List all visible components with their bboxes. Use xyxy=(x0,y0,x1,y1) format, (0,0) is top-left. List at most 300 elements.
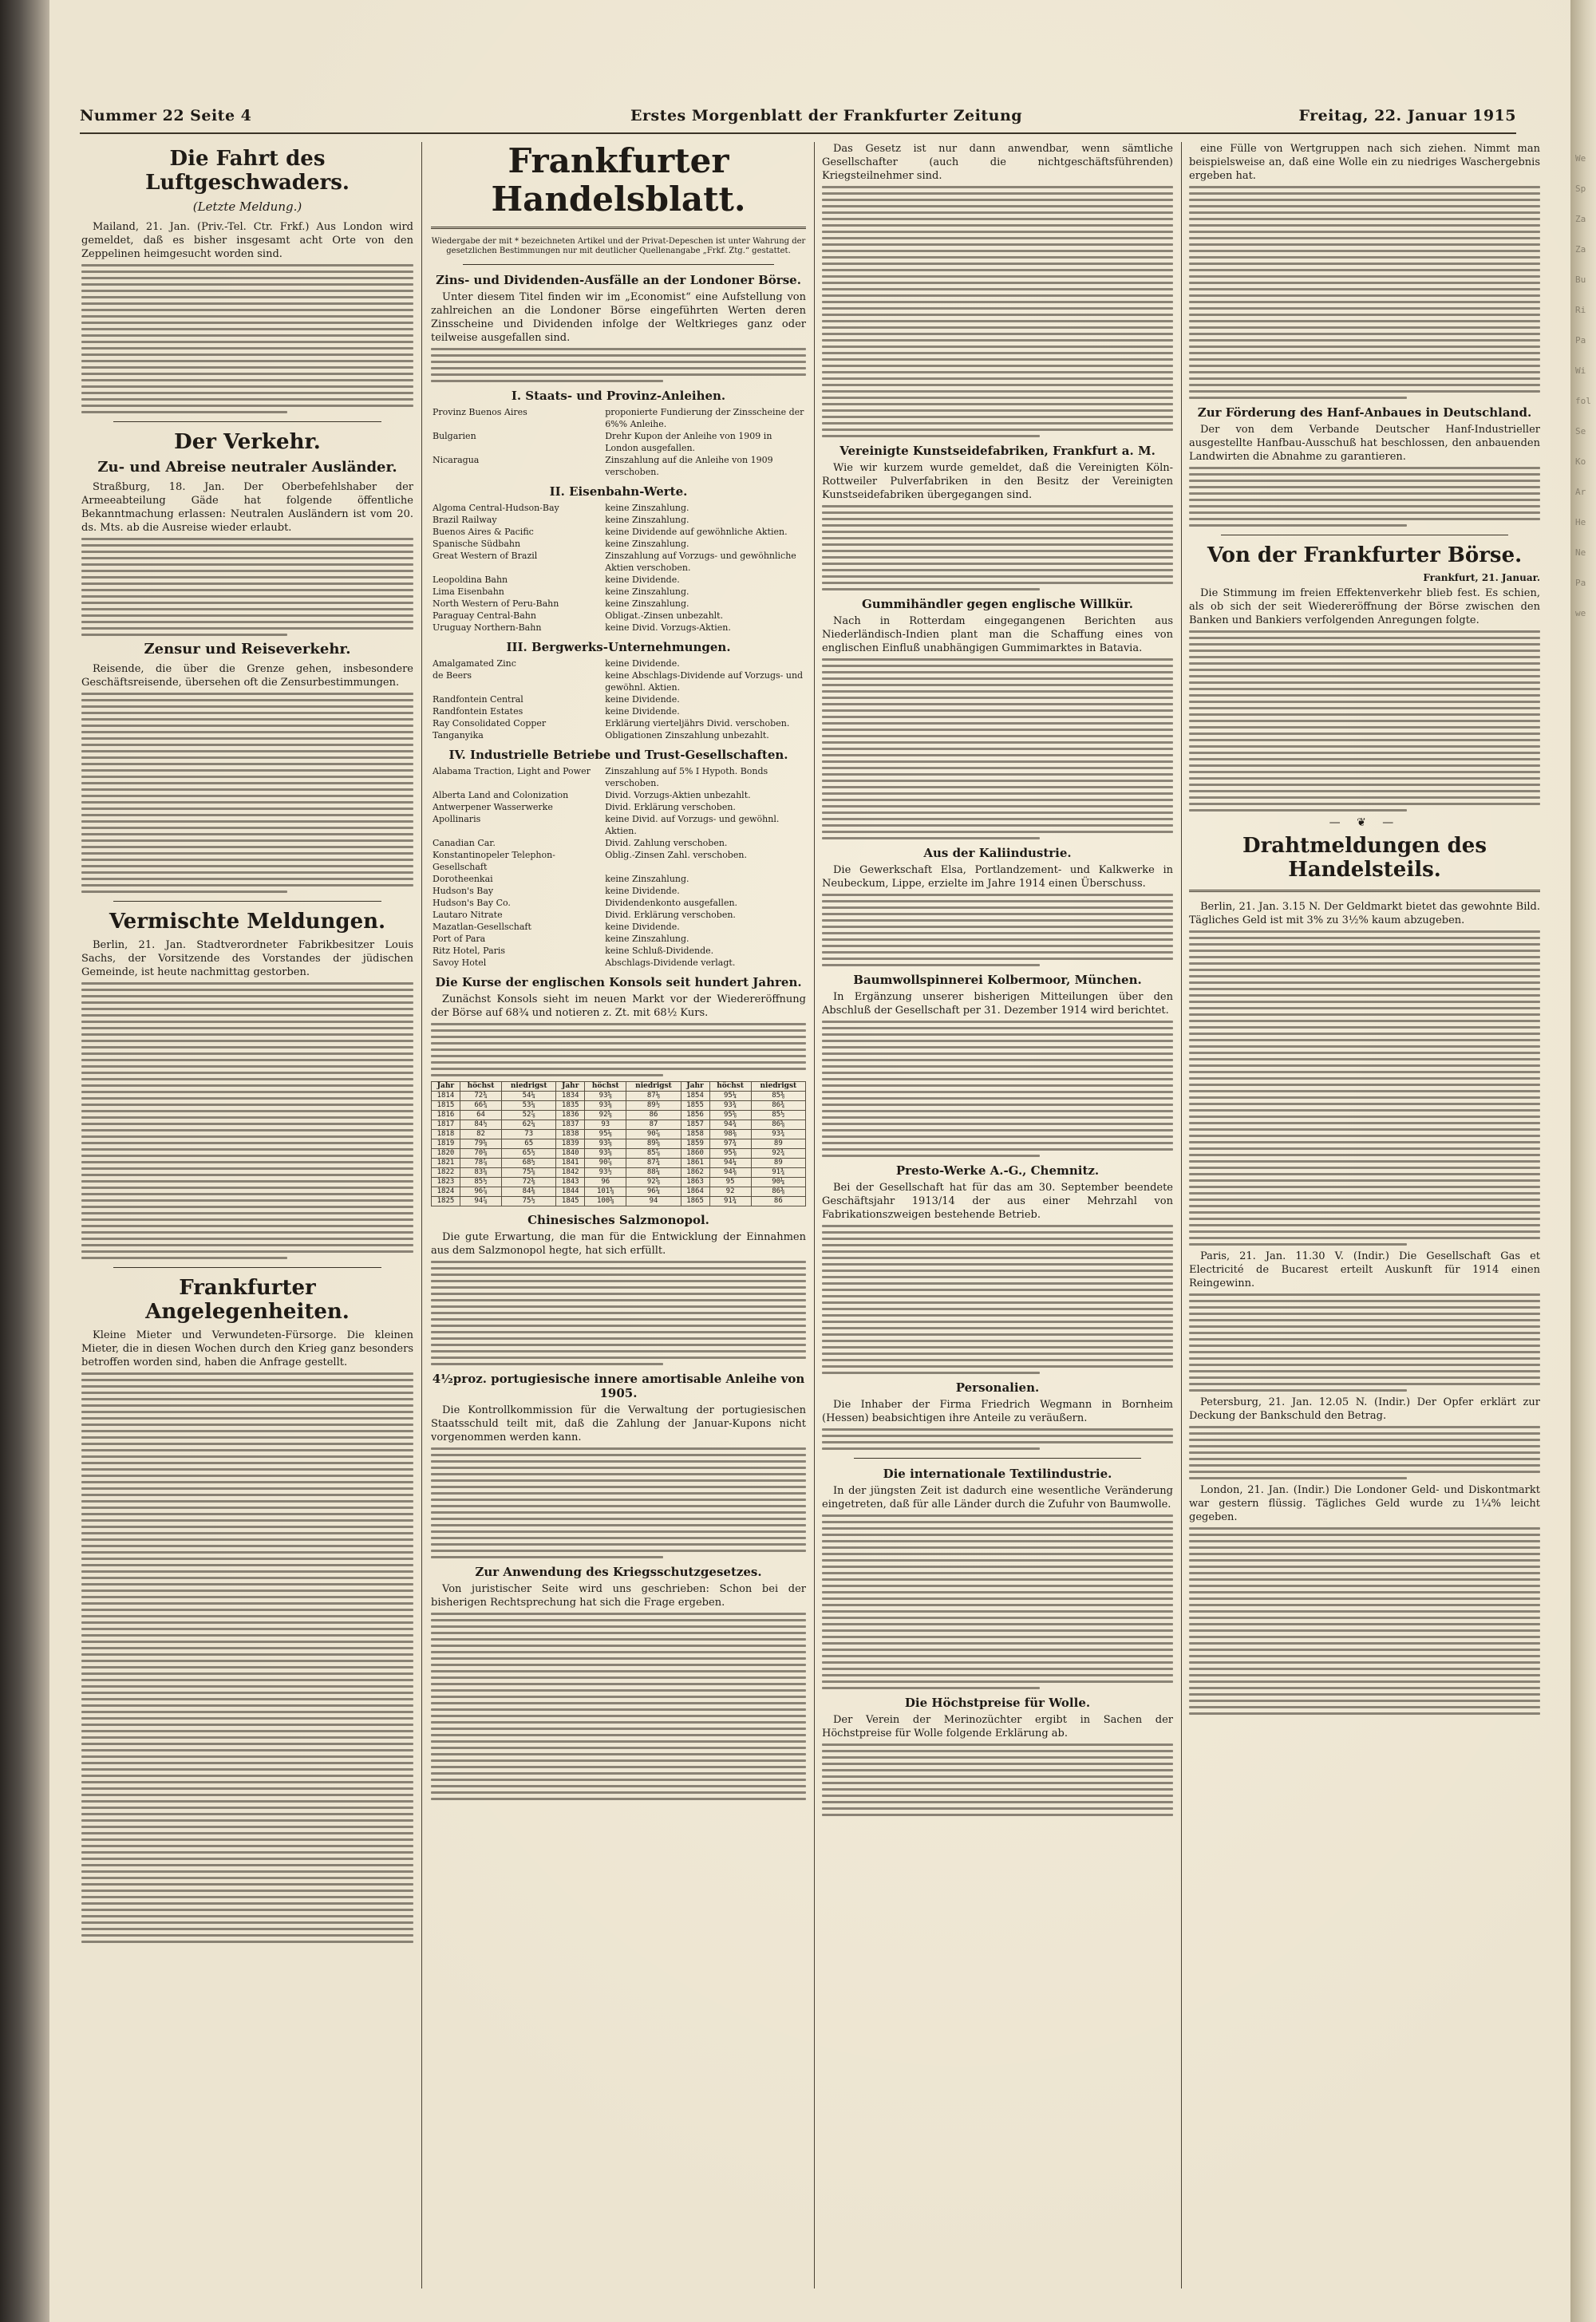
table-cell: 1837 xyxy=(556,1120,585,1130)
article-title: Frankfurter Angelegenheiten. xyxy=(145,1276,350,1324)
article-body xyxy=(822,1743,1173,1816)
list-row xyxy=(431,933,806,945)
next-page-edge xyxy=(1570,0,1596,2322)
article-title: Aus der Kaliindustrie. xyxy=(923,846,1072,860)
list-row xyxy=(431,849,806,873)
list-row xyxy=(431,909,806,921)
article-lead: Nach in Rotterdam eingegangenen Berichten aus Niederländisch-Indien plant man die Schaffung eines von englischen Einfluß unabhängigen Gummimarktes in Batavia. xyxy=(822,615,1173,654)
article-lead: Die gute Erwartung, die man für die Entwicklung der Einnahmen aus dem Salzmonopol hegte, hat sich erfüllt. xyxy=(431,1231,806,1257)
article-lead: Berlin, 21. Jan. Stadtverordneter Fabrikbesitzer Louis Sachs, der Vorsitzende des Vorstandes der jüdischen Gemeinde, ist heute nachmittag gestorben. xyxy=(81,939,413,978)
list-row xyxy=(431,921,806,933)
article-title: 4½proz. portugiesische innere amortisable Anleihe von 1905. xyxy=(432,1372,805,1400)
article-lead: Von juristischer Seite wird uns geschrieben: Schon bei der bisherigen Rechtsprechung hat sich die Frage ergeben. xyxy=(431,1583,806,1609)
table-row xyxy=(432,1120,806,1130)
table-cell: 86⅝ xyxy=(751,1120,805,1130)
table-header-cell: höchst xyxy=(460,1082,501,1092)
article-body xyxy=(431,1023,806,1076)
table-cell: 95⅛ xyxy=(585,1130,626,1139)
article-subhead: Zensur und Reiseverkehr. xyxy=(144,641,351,658)
table-cell: 1818 xyxy=(432,1130,460,1139)
next-page-fragment: Ne xyxy=(1575,547,1586,558)
list-item-note: Divid. Vorzugs-Aktien unbezahlt. xyxy=(605,790,751,800)
dateline: Frankfurt, 21. Januar. xyxy=(1423,572,1540,583)
list-item-note: keine Dividende. xyxy=(605,922,680,932)
article-lead: Unter diesem Titel finden wir im „Economist“ eine Aufstellung von zahlreichen an die Londoner Börse eingeführten Werten deren Zinsscheine und Dividenden infolge der Weltkrieges ganz oder teilweise ausgefallen sind. xyxy=(431,291,806,344)
article-body xyxy=(822,1514,1173,1689)
table-cell: 1862 xyxy=(681,1168,709,1178)
list-item-note: keine Dividende. xyxy=(605,694,680,705)
table-cell: 94¼ xyxy=(709,1159,751,1168)
table-cell: 90⅞ xyxy=(585,1159,626,1168)
list-row xyxy=(431,765,806,789)
table-cell: 83⅝ xyxy=(460,1168,501,1178)
table-cell: 92⅝ xyxy=(585,1111,626,1120)
table-cell: 94¾ xyxy=(709,1120,751,1130)
list-section-heading: II. Eisenbahn-Werte. xyxy=(549,484,688,499)
table-cell: 82 xyxy=(460,1130,501,1139)
article-body xyxy=(822,1225,1173,1374)
dividend-failures-list xyxy=(431,389,806,969)
list-item-name: Alabama Traction, Light and Power xyxy=(433,766,591,776)
table-header-cell: höchst xyxy=(709,1082,751,1092)
article-lead: Bei der Gesellschaft hat für das am 30. September beendete Geschäftsjahr 1913/14 der aus einer Mehrzahl von Fabrikationszweigen bestehende Betrieb. xyxy=(822,1182,1173,1221)
separator xyxy=(431,227,806,229)
article-lead: In der jüngsten Zeit ist dadurch eine wesentliche Veränderung eingetreten, daß für alle Länder durch die Zufuhr von Baumwolle. xyxy=(822,1485,1173,1510)
table-cell: 1863 xyxy=(681,1178,709,1187)
table-row xyxy=(432,1159,806,1168)
article-body xyxy=(81,982,413,1259)
table-cell: 100⅝ xyxy=(585,1197,626,1206)
table-cell: 62¼ xyxy=(502,1120,556,1130)
article-body xyxy=(81,538,413,636)
list-item-name: Uruguay Northern-Bahn xyxy=(433,622,542,633)
list-row xyxy=(431,837,806,849)
table-row xyxy=(432,1101,806,1111)
article-title: Presto-Werke A.-G., Chemnitz. xyxy=(895,1163,1100,1178)
table-cell: 1824 xyxy=(432,1187,460,1197)
table-cell: 89 xyxy=(751,1139,805,1149)
table-cell: 87¾ xyxy=(626,1159,681,1168)
table-cell: 1822 xyxy=(432,1168,460,1178)
list-item-name: Apollinaris xyxy=(433,814,481,824)
article-body xyxy=(822,1021,1173,1157)
table-header-cell: niedrigst xyxy=(626,1082,681,1092)
table-cell: 65 xyxy=(502,1139,556,1149)
table-cell: 1861 xyxy=(681,1159,709,1168)
list-row xyxy=(431,789,806,801)
table-cell: 1823 xyxy=(432,1178,460,1187)
list-item-note: keine Divid. auf Vorzugs- und gewöhnl. Aktien. xyxy=(605,814,780,836)
list-item-note: keine Zinszahlung. xyxy=(605,934,689,944)
table-cell: 91¾ xyxy=(751,1168,805,1178)
next-page-fragment: We xyxy=(1575,153,1586,164)
table-cell: 1819 xyxy=(432,1139,460,1149)
article-lead: Reisende, die über die Grenze gehen, insbesondere Geschäftsreisende, übersehen oft die Zensurbestimmungen. xyxy=(81,663,413,689)
list-item-name: Hudson's Bay Co. xyxy=(433,898,511,908)
page-header xyxy=(80,104,1516,134)
table-cell: 87 xyxy=(626,1120,681,1130)
table-cell: 78⅞ xyxy=(460,1159,501,1168)
table-cell: 66¾ xyxy=(460,1101,501,1111)
article-title: Zur Anwendung des Kriegsschutzgesetzes. xyxy=(475,1565,762,1579)
table-cell: 1834 xyxy=(556,1092,585,1101)
table-cell: 86⅜ xyxy=(751,1187,805,1197)
table-cell: 93⅜ xyxy=(585,1101,626,1111)
list-item-note: keine Zinszahlung. xyxy=(605,874,689,884)
table-header-cell: niedrigst xyxy=(751,1082,805,1092)
table-cell: 92⅝ xyxy=(626,1178,681,1187)
table-cell: 1857 xyxy=(681,1120,709,1130)
article-lead: Straßburg, 18. Jan. Der Oberbefehlshaber der Armeeabteilung Gäde hat folgende öffentliche Bekanntmachung erlassen: Neutralen Ausländern ist vom 20. ds. Mts. ab die Ausreise wieder erlaubt. xyxy=(81,481,413,534)
masthead: Erstes Morgenblatt der Frankfurter Zeitung xyxy=(630,107,1023,124)
list-item-name: Hudson's Bay xyxy=(433,886,494,896)
list-item-name: de Beers xyxy=(433,670,472,681)
list-item-note: keine Zinszahlung. xyxy=(605,539,689,549)
list-item-name: Alberta Land and Colonization xyxy=(433,790,569,800)
table-row xyxy=(432,1197,806,1206)
article-body xyxy=(1189,1527,1540,1715)
list-item-note: Zinszahlung auf Vorzugs- und gewöhnliche Aktien verschoben. xyxy=(605,551,796,573)
table-cell: 94 xyxy=(626,1197,681,1206)
article-lead: Paris, 21. Jan. 11.30 V. (Indir.) Die Gesellschaft Gas et Electricité de Bucarest erteilt Auskunft für 1914 einen Reingewinn. xyxy=(1189,1250,1540,1289)
list-item-note: keine Dividende. xyxy=(605,886,680,896)
table-row xyxy=(432,1139,806,1149)
book-binding xyxy=(0,0,49,2322)
table-cell: 1816 xyxy=(432,1111,460,1120)
list-item-name: Ritz Hotel, Paris xyxy=(433,946,506,956)
list-item-name: Bulgarien xyxy=(433,431,476,441)
table-cell: 94⅞ xyxy=(460,1197,501,1206)
table-cell: 75⅝ xyxy=(502,1168,556,1178)
article-title: Die Kurse der englischen Konsols seit hundert Jahren. xyxy=(435,975,802,989)
list-row xyxy=(431,622,806,634)
next-page-fragment: Pa xyxy=(1575,335,1586,346)
article-lead: Der Verein der Merinozüchter ergibt in Sachen der Höchstpreise für Wolle folgende Erklärung ab. xyxy=(822,1714,1173,1740)
table-header-cell: niedrigst xyxy=(502,1082,556,1092)
list-item-note: keine Zinszahlung. xyxy=(605,503,689,513)
list-item-note: Divid. Erklärung verschoben. xyxy=(605,802,736,812)
table-cell: 1858 xyxy=(681,1130,709,1139)
table-row xyxy=(432,1149,806,1159)
article-lead: Die Kontrollkommission für die Verwaltung der portugiesischen Staatsschuld teilt mit, daß die Zahlung der Januar-Kupons nicht vorgenommen werden kann. xyxy=(431,1404,806,1443)
article-body xyxy=(822,658,1173,839)
list-row xyxy=(431,885,806,897)
table-cell: 1844 xyxy=(556,1187,585,1197)
table-cell: 86¾ xyxy=(751,1101,805,1111)
table-cell: 1843 xyxy=(556,1178,585,1187)
next-page-fragment: Pa xyxy=(1575,578,1586,588)
list-row xyxy=(431,873,806,885)
list-item-name: Randfontein Estates xyxy=(433,706,523,717)
article-lead: Der von dem Verbande Deutscher Hanf-Industrieller ausgestellte Hanfbau-Ausschuß hat beschlossen, den anbauenden Landwirten die Abnahme zu garantieren. xyxy=(1189,424,1540,463)
table-cell: 1839 xyxy=(556,1139,585,1149)
column-rule xyxy=(814,142,815,2288)
table-cell: 70⅝ xyxy=(460,1149,501,1159)
list-item-note: Divid. Zahlung verschoben. xyxy=(605,838,728,848)
list-row xyxy=(431,693,806,705)
article-body xyxy=(1189,1426,1540,1479)
column-rule xyxy=(1181,142,1182,2288)
list-item-note: Zinszahlung auf 5% I Hypoth. Bonds verschoben. xyxy=(605,766,768,788)
list-item-note: Erklärung vierteljährs Divid. verschoben. xyxy=(605,718,790,729)
list-row xyxy=(431,406,806,430)
list-item-note: keine Dividende. xyxy=(605,658,680,669)
table-cell: 72⅜ xyxy=(502,1178,556,1187)
table-cell: 1821 xyxy=(432,1159,460,1168)
list-row xyxy=(431,658,806,669)
list-item-note: keine Abschlags-Dividende auf Vorzugs- und gewöhnl. Aktien. xyxy=(605,670,804,693)
table-row xyxy=(432,1187,806,1197)
list-item-name: Canadian Car. xyxy=(433,838,496,848)
table-cell: 89 xyxy=(751,1159,805,1168)
article-lead: Berlin, 21. Jan. 3.15 N. Der Geldmarkt bietet das gewohnte Bild. Tägliches Geld ist mit 3% zu 3½% kaum abzugeben. xyxy=(1189,901,1540,926)
list-item-note: Obligationen Zinszahlung unbezahlt. xyxy=(605,730,769,740)
list-item-note: Drehr Kupon der Anleihe von 1909 in London ausgefallen. xyxy=(605,431,772,453)
table-cell: 79⅝ xyxy=(460,1139,501,1149)
article-title: Vermischte Meldungen. xyxy=(109,910,386,934)
table-cell: 93⅝ xyxy=(585,1149,626,1159)
article-body xyxy=(431,1261,806,1365)
article-body xyxy=(1189,630,1540,812)
table-cell: 98⅜ xyxy=(709,1130,751,1139)
separator xyxy=(463,264,774,265)
column-3 xyxy=(822,142,1173,2288)
table-cell: 93¾ xyxy=(751,1130,805,1139)
list-row xyxy=(431,502,806,514)
separator xyxy=(854,1458,1141,1459)
table-header-cell: höchst xyxy=(585,1082,626,1092)
separator xyxy=(113,1267,381,1268)
list-item-name: Spanische Südbahn xyxy=(433,539,521,549)
table-cell: 96¼ xyxy=(626,1187,681,1197)
article-body xyxy=(431,1447,806,1558)
table-cell: 89⅝ xyxy=(626,1139,681,1149)
ornament-separator: — ❦ — xyxy=(1329,816,1400,829)
article-title: Gummihändler gegen englische Willkür. xyxy=(861,597,1134,611)
list-table xyxy=(431,765,806,969)
list-item-note: keine Zinszahlung. xyxy=(605,598,689,609)
list-row xyxy=(431,550,806,574)
table-cell: 1855 xyxy=(681,1101,709,1111)
list-section-heading: IV. Industrielle Betriebe und Trust-Gesellschaften. xyxy=(448,748,788,762)
list-item-note: Abschlags-Dividende verlagt. xyxy=(605,958,736,968)
list-row xyxy=(431,897,806,909)
next-page-fragment: Se xyxy=(1575,426,1586,436)
table-cell: 93⅝ xyxy=(585,1092,626,1101)
next-page-fragment: Wi xyxy=(1575,365,1586,376)
article-lead: Die Stimmung im freien Effektenverkehr blieb fest. Es schien, als ob sich der seit Wiedereröffnung der Börse zwischen den Banken und Bankiers verfolgenden Anregungen folgte. xyxy=(1189,587,1540,626)
list-row xyxy=(431,801,806,813)
list-item-name: North Western of Peru-Bahn xyxy=(433,598,559,609)
separator xyxy=(113,421,381,422)
list-item-name: Buenos Aires & Pacific xyxy=(433,527,534,537)
article-body xyxy=(822,894,1173,966)
list-section-heading: III. Bergwerks-Unternehmungen. xyxy=(506,640,731,654)
list-item-note: Oblig.-Zinsen Zahl. verschoben. xyxy=(605,850,747,860)
table-cell: 65½ xyxy=(502,1149,556,1159)
table-cell: 1815 xyxy=(432,1101,460,1111)
column-4 xyxy=(1189,142,1540,2288)
list-item-name: Leopoldina Bahn xyxy=(433,575,508,585)
table-cell: 1865 xyxy=(681,1197,709,1206)
article-lead: Mailand, 21. Jan. (Priv.-Tel. Ctr. Frkf.) Aus London wird gemeldet, daß es bisher insgesamt acht Orte von den Zeppelinen heimgesucht worden sind. xyxy=(81,221,413,260)
article-lead: London, 21. Jan. (Indir.) Die Londoner Geld- und Diskontmarkt war gestern flüssig. Tägliches Geld wurde zu 1¼% leicht gegeben. xyxy=(1189,1484,1540,1523)
table-row xyxy=(432,1111,806,1120)
table-cell: 92 xyxy=(709,1187,751,1197)
article-title: Die Fahrt des Luftgeschwaders. xyxy=(145,147,350,195)
article-body xyxy=(1189,930,1540,1246)
list-item-name: Savoy Hotel xyxy=(433,958,487,968)
next-page-fragment: we xyxy=(1575,608,1586,618)
table-cell: 93½ xyxy=(585,1168,626,1178)
list-row xyxy=(431,586,806,598)
table-cell: 85⅜ xyxy=(751,1092,805,1101)
table-cell: 95¼ xyxy=(709,1092,751,1101)
table-cell: 87⅛ xyxy=(626,1092,681,1101)
list-row xyxy=(431,945,806,957)
table-cell: 101⅝ xyxy=(585,1187,626,1197)
table-row xyxy=(432,1092,806,1101)
list-item-name: Great Western of Brazil xyxy=(433,551,538,561)
article-subtitle: (Letzte Meldung.) xyxy=(192,199,302,214)
list-item-name: Randfontein Central xyxy=(433,694,523,705)
issue-date: Freitag, 22. Januar 1915 xyxy=(1298,107,1516,124)
article-body xyxy=(431,1613,806,1800)
list-row xyxy=(431,526,806,538)
table-cell: 93⅝ xyxy=(585,1139,626,1149)
table-row xyxy=(432,1178,806,1187)
table-cell: 85⅞ xyxy=(626,1149,681,1159)
page-number: Nummer 22 Seite 4 xyxy=(80,107,252,124)
table-row xyxy=(432,1130,806,1139)
table-cell: 89½ xyxy=(626,1101,681,1111)
list-row xyxy=(431,514,806,526)
article-title: Drahtmeldungen des Handelsteils. xyxy=(1242,834,1487,882)
next-page-fragment: Ri xyxy=(1575,305,1586,315)
list-item-note: keine Schluß-Dividende. xyxy=(605,946,714,956)
list-row xyxy=(431,610,806,622)
list-item-note: keine Divid. Vorzugs-Aktien. xyxy=(605,622,731,633)
table-cell: 93¾ xyxy=(709,1101,751,1111)
table-cell: 1838 xyxy=(556,1130,585,1139)
table-cell: 1840 xyxy=(556,1149,585,1159)
list-row xyxy=(431,454,806,478)
article-title: Der Verkehr. xyxy=(174,430,321,454)
article-body xyxy=(81,693,413,893)
list-item-note: proponierte Fundierung der Zinsscheine der 6%% Anleihe. xyxy=(605,407,804,429)
table-cell: 86 xyxy=(751,1197,805,1206)
list-row xyxy=(431,538,806,550)
list-item-name: Nicaragua xyxy=(433,455,480,465)
article-title: Zur Förderung des Hanf-Anbaues in Deutschland. xyxy=(1197,405,1532,420)
table-cell: 1860 xyxy=(681,1149,709,1159)
list-item-note: keine Dividende. xyxy=(605,575,680,585)
table-cell: 72¾ xyxy=(460,1092,501,1101)
table-row xyxy=(432,1168,806,1178)
table-cell: 95⅜ xyxy=(709,1149,751,1159)
list-item-note: keine Zinszahlung. xyxy=(605,586,689,597)
list-item-name: Lautaro Nitrate xyxy=(433,910,503,920)
list-row xyxy=(431,717,806,729)
list-table xyxy=(431,406,806,478)
list-table xyxy=(431,658,806,741)
next-page-fragment: fol xyxy=(1575,396,1591,406)
table-cell: 96 xyxy=(585,1178,626,1187)
article-title: Vereinigte Kunstseidefabriken, Frankfurt a. M. xyxy=(839,444,1156,458)
table-cell: 52⅞ xyxy=(502,1111,556,1120)
article-body xyxy=(431,348,806,382)
table-cell: 73 xyxy=(502,1130,556,1139)
list-item-name: Amalgamated Zinc xyxy=(433,658,516,669)
article-lead: Das Gesetz ist nur dann anwendbar, wenn sämtliche Gesellschafter (auch die nichtgeschäftsführenden) Kriegsteilnehmer sind. xyxy=(822,143,1173,182)
table-cell: 75½ xyxy=(502,1197,556,1206)
table-cell: 1859 xyxy=(681,1139,709,1149)
article-subhead: Zu- und Abreise neutraler Ausländer. xyxy=(97,459,397,476)
list-row xyxy=(431,957,806,969)
article-body xyxy=(81,1372,413,1943)
article-title: Zins- und Dividenden-Ausfälle an der Londoner Börse. xyxy=(436,273,801,287)
article-body xyxy=(1189,467,1540,527)
table-cell: 91¾ xyxy=(709,1197,751,1206)
list-item-note: keine Dividende auf gewöhnliche Aktien. xyxy=(605,527,788,537)
separator xyxy=(1189,890,1540,892)
next-page-text xyxy=(1575,144,1591,629)
table-cell: 86 xyxy=(626,1111,681,1120)
table-cell: 90⅞ xyxy=(626,1130,681,1139)
table-cell: 1825 xyxy=(432,1197,460,1206)
list-row xyxy=(431,705,806,717)
next-page-fragment: Ar xyxy=(1575,487,1586,497)
table-cell: 1836 xyxy=(556,1111,585,1120)
list-item-name: Konstantinopeler Telephon-Gesellschaft xyxy=(433,850,555,872)
article-body xyxy=(822,186,1173,437)
list-item-note: Obligat.-Zinsen unbezahlt. xyxy=(605,610,724,621)
list-item-name: Algoma Central-Hudson-Bay xyxy=(433,503,559,513)
next-page-fragment: He xyxy=(1575,517,1586,527)
article-body xyxy=(81,264,413,413)
list-row xyxy=(431,813,806,837)
column-rule xyxy=(421,142,422,2288)
list-item-note: Zinszahlung auf die Anleihe von 1909 verschoben. xyxy=(605,455,773,477)
list-item-name: Paraguay Central-Bahn xyxy=(433,610,536,621)
reprint-notice: Wiedergabe der mit * bezeichneten Artikel und der Privat-Depeschen ist unter Wahrung der gesetzlichen Bestimmungen nur mit deutlicher Quellenangabe „Frkf. Ztg.“ gestattet. xyxy=(431,237,806,255)
article-title: Baumwollspinnerei Kolbermoor, München. xyxy=(853,973,1142,987)
list-item-name: Antwerpener Wasserwerke xyxy=(433,802,553,812)
next-page-fragment: Za xyxy=(1575,214,1586,224)
table-cell: 54¼ xyxy=(502,1092,556,1101)
list-item-name: Mazatlan-Gesellschaft xyxy=(433,922,531,932)
separator xyxy=(113,901,381,902)
article-title: Von der Frankfurter Börse. xyxy=(1207,543,1523,567)
table-cell: 88¼ xyxy=(626,1168,681,1178)
list-item-note: Dividendenkonto ausgefallen. xyxy=(605,898,738,908)
table-cell: 85½ xyxy=(751,1111,805,1120)
table-cell: 95⅝ xyxy=(709,1111,751,1120)
article-body xyxy=(1189,186,1540,399)
next-page-fragment: Za xyxy=(1575,244,1586,255)
next-page-fragment: Sp xyxy=(1575,184,1586,194)
article-title: Chinesisches Salzmonopol. xyxy=(527,1213,709,1227)
list-item-note: keine Zinszahlung. xyxy=(605,515,689,525)
list-item-name: Ray Consolidated Copper xyxy=(433,718,547,729)
table-cell: 93 xyxy=(585,1120,626,1130)
list-item-name: Provinz Buenos Aires xyxy=(433,407,527,417)
table-cell: 96⅞ xyxy=(460,1187,501,1197)
list-row xyxy=(431,430,806,454)
next-page-fragment: Bu xyxy=(1575,274,1586,285)
table-cell: 68½ xyxy=(502,1159,556,1168)
next-page-fragment: Ko xyxy=(1575,456,1586,467)
